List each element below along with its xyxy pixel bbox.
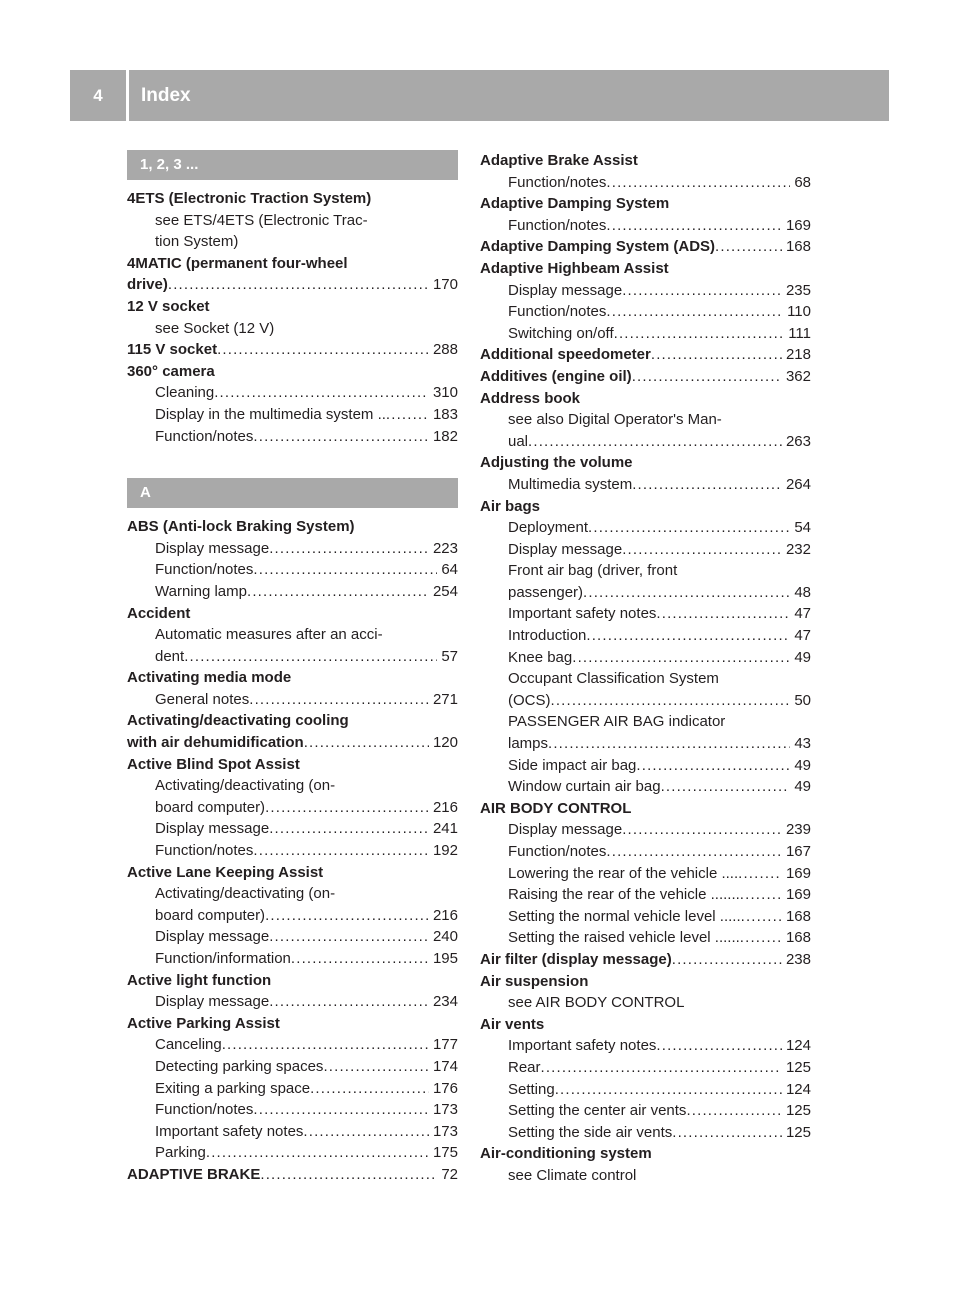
index-subentry[interactable] (480, 582, 811, 604)
page-reference[interactable]: 216 (432, 906, 458, 924)
index-subentry[interactable] (480, 647, 811, 669)
page-reference[interactable]: 254 (432, 582, 458, 600)
index-subentry[interactable] (480, 280, 811, 302)
index-subentry[interactable] (127, 818, 458, 840)
index-subentry[interactable] (480, 755, 811, 777)
leader-dots (622, 280, 782, 302)
section-heading: 1, 2, 3 ... (127, 150, 458, 180)
index-entry-heading: Air bags (480, 497, 541, 515)
index-subentry[interactable] (480, 906, 811, 928)
leader-dots (551, 690, 791, 712)
index-subentry[interactable] (480, 863, 811, 885)
entry-label: Display message (155, 539, 270, 557)
entry-label: Cleaning (155, 384, 215, 402)
index-subentry[interactable] (480, 517, 811, 539)
index-entry[interactable] (480, 366, 811, 388)
index-entry-heading: Active Blind Spot Assist (127, 755, 300, 773)
leader-dots (555, 1079, 782, 1101)
page-reference[interactable]: 49 (794, 648, 811, 666)
entry-label: Function/notes (508, 843, 607, 860)
index-subentry[interactable] (480, 1057, 811, 1079)
leader-dots (588, 517, 790, 539)
page-reference[interactable]: 64 (441, 561, 458, 579)
entry-label: Function/notes (155, 561, 254, 579)
leader-dots (386, 404, 429, 426)
index-entry-heading: 360° camera (127, 362, 215, 380)
entry-label: lamps (508, 735, 549, 753)
page-reference[interactable]: 169 (785, 864, 811, 882)
page-reference[interactable]: 173 (432, 1101, 458, 1119)
page-reference[interactable]: 175 (432, 1144, 458, 1162)
index-entry-heading: Adaptive Brake Assist (480, 152, 638, 169)
page-title: Index (141, 85, 191, 106)
page-reference[interactable]: 238 (785, 950, 811, 968)
entry-label: Switching on/off (508, 324, 614, 342)
leader-dots (715, 236, 782, 258)
index-subentry[interactable] (127, 559, 458, 581)
entry-label: dent (155, 647, 185, 665)
index-entry-heading: Active Lane Keeping Assist (127, 863, 324, 881)
index-column-left (127, 150, 458, 1186)
page-reference[interactable]: 288 (432, 341, 458, 359)
index-subentry[interactable] (127, 905, 458, 927)
index-entry-text: see also Digital Operator's Man- (508, 411, 722, 429)
leader-dots (528, 431, 782, 453)
index-entry-heading: Active Parking Assist (127, 1014, 280, 1032)
index-subentry[interactable] (127, 1121, 458, 1143)
leader-dots (661, 776, 791, 798)
section-heading: A (127, 478, 458, 508)
entry-label: Function/notes (508, 173, 607, 191)
leader-dots (656, 603, 790, 625)
page-reference[interactable]: 271 (432, 690, 458, 708)
index-subentry[interactable] (480, 431, 811, 453)
page-reference[interactable]: 264 (785, 475, 811, 493)
index-subentry[interactable] (127, 991, 458, 1013)
page-reference[interactable]: 232 (785, 540, 811, 558)
entry-label: Function/notes (155, 427, 254, 445)
index-subentry[interactable] (480, 603, 811, 625)
index-subentry[interactable] (480, 1100, 811, 1122)
leader-dots (249, 689, 429, 711)
index-entry[interactable] (480, 236, 811, 258)
page-reference[interactable]: 125 (785, 1123, 811, 1141)
index-subentry[interactable] (127, 797, 458, 819)
index-subentry[interactable] (480, 1035, 811, 1057)
entry-label: Knee bag (508, 648, 573, 666)
leader-dots (606, 172, 790, 194)
entry-label: Setting the side air vents (508, 1123, 673, 1141)
leader-dots (740, 884, 782, 906)
page-reference[interactable]: 223 (432, 539, 458, 557)
leader-dots (606, 841, 782, 863)
entry-label: Deployment (508, 519, 589, 537)
index-subentry[interactable] (480, 474, 811, 496)
entry-label: Multimedia system (508, 475, 633, 493)
index-subentry[interactable] (480, 625, 811, 647)
entry-label: Important safety notes (508, 605, 657, 623)
page-reference[interactable]: 47 (794, 605, 811, 623)
page-reference[interactable]: 110 (787, 303, 811, 321)
index-entry-heading: Air-conditioning system (480, 1145, 652, 1163)
leader-dots (583, 582, 790, 604)
entry-label: Exiting a parking space (155, 1079, 311, 1097)
leader-dots (269, 926, 429, 948)
leader-dots (672, 1122, 782, 1144)
entry-label: Rear (508, 1058, 541, 1076)
index-subentry[interactable] (480, 1079, 811, 1101)
index-subentry[interactable] (127, 1099, 458, 1121)
page-reference[interactable]: 68 (794, 173, 811, 191)
index-entry-heading: Active light function (127, 971, 272, 989)
index-subentry[interactable] (480, 841, 811, 863)
entry-label: Important safety notes (508, 1037, 657, 1055)
leader-dots (269, 538, 429, 560)
entry-label: Function/notes (155, 1101, 254, 1119)
leader-dots (622, 819, 782, 841)
leader-dots (632, 474, 782, 496)
index-entry-text: Occupant Classification System (508, 670, 719, 688)
index-subentry[interactable] (127, 948, 458, 970)
page-reference[interactable]: 124 (785, 1037, 811, 1055)
page-reference[interactable]: 362 (785, 367, 811, 385)
entry-label: Setting the normal vehicle level ..... (508, 907, 741, 925)
leader-dots (214, 382, 429, 404)
leader-dots (168, 274, 429, 296)
page-reference[interactable]: 49 (794, 778, 811, 796)
page-header (70, 70, 889, 121)
page-reference[interactable]: 240 (432, 928, 458, 946)
index-entry[interactable] (127, 732, 458, 754)
page-reference[interactable]: 54 (794, 519, 811, 537)
index-entry-heading: Adaptive Damping System (480, 195, 670, 213)
index-entry[interactable] (480, 949, 811, 971)
page-reference[interactable]: 192 (432, 842, 458, 860)
leader-dots (253, 559, 437, 581)
index-subentry[interactable] (127, 926, 458, 948)
index-entry-heading: Air suspension (480, 972, 589, 990)
leader-dots (206, 1142, 429, 1164)
page-reference[interactable]: 241 (432, 820, 458, 838)
index-entry-heading: 12 V socket (127, 297, 210, 315)
page-reference[interactable]: 195 (432, 950, 458, 967)
leader-dots (572, 647, 790, 669)
leader-dots (636, 755, 790, 777)
entry-label: Display message (155, 928, 270, 946)
entry-label: Lowering the rear of the vehicle .... (508, 864, 739, 882)
entry-label: passenger) (508, 583, 584, 601)
leader-dots (740, 927, 782, 949)
page-reference[interactable]: 50 (794, 691, 811, 709)
leader-dots (541, 1057, 782, 1079)
page-reference[interactable]: 169 (785, 886, 811, 904)
entry-label: with air dehumidification (127, 734, 304, 752)
index-entry-text: tion System) (155, 233, 239, 251)
entry-label: Canceling (155, 1036, 222, 1054)
index-entry-heading: Adaptive Highbeam Assist (480, 259, 669, 277)
leader-dots (260, 1164, 437, 1186)
index-entry-heading: AIR BODY CONTROL (480, 799, 632, 817)
index-entry-heading: Activating/deactivating cooling (127, 712, 349, 730)
index-subentry[interactable] (127, 426, 458, 448)
leader-dots (253, 1099, 429, 1121)
entry-label: Display message (155, 993, 270, 1011)
page-reference[interactable]: 47 (794, 627, 811, 645)
page-reference[interactable]: 120 (432, 734, 458, 752)
index-entry-heading: ABS (Anti-lock Braking System) (127, 518, 355, 536)
index-entry-heading: 4MATIC (permanent four-wheel (127, 254, 348, 272)
leader-dots (741, 906, 782, 928)
entry-label: Display message (508, 540, 623, 558)
entry-label: Setting (508, 1080, 555, 1098)
page-reference[interactable]: 111 (788, 324, 811, 342)
page-reference[interactable]: 239 (785, 821, 811, 839)
page-reference[interactable]: 177 (432, 1036, 458, 1054)
index-subentry[interactable] (127, 840, 458, 862)
entry-label: Raising the rear of the vehicle ....... (508, 886, 740, 904)
page-reference[interactable]: 168 (785, 907, 811, 925)
section-gap (127, 447, 458, 478)
entry-label: Function/notes (508, 216, 607, 234)
entry-label: Window curtain air bag (508, 778, 661, 796)
leader-dots (310, 1078, 429, 1100)
index-subentry[interactable] (127, 1078, 458, 1100)
page-reference[interactable]: 235 (785, 281, 811, 299)
index-subentry[interactable] (127, 1056, 458, 1078)
page-reference[interactable]: 49 (794, 756, 811, 774)
leader-dots (304, 732, 429, 754)
index-subentry[interactable] (480, 884, 811, 906)
entry-label: Function/information (155, 950, 291, 967)
entry-label: Display in the multimedia system .. (155, 405, 386, 423)
leader-dots (184, 646, 437, 668)
index-entry[interactable] (127, 339, 458, 361)
index-subentry[interactable] (127, 1142, 458, 1164)
entry-label: Parking (155, 1144, 206, 1162)
entry-label: Introduction (508, 627, 587, 645)
index-subentry[interactable] (480, 323, 811, 345)
index-entry-text: Front air bag (driver, front (508, 562, 678, 580)
leader-dots (253, 840, 429, 862)
leader-dots (586, 625, 790, 647)
index-subentry[interactable] (480, 776, 811, 798)
entry-label: Setting the center air vents (508, 1102, 687, 1120)
entry-label: Air filter (display message) (480, 950, 672, 968)
index-subentry[interactable] (127, 1034, 458, 1056)
page-reference[interactable]: 168 (785, 929, 811, 947)
page-number: 4 (93, 86, 103, 105)
header-divider (126, 70, 129, 121)
page-reference[interactable]: 310 (432, 384, 458, 402)
page-reference[interactable]: 168 (785, 238, 811, 256)
page-reference[interactable]: 167 (785, 843, 811, 860)
entry-label: Adaptive Damping System (ADS) (480, 238, 716, 256)
page-reference[interactable]: 263 (785, 432, 811, 450)
entry-label: Display message (508, 821, 623, 839)
leader-dots (217, 339, 429, 361)
entry-label: Display message (508, 281, 623, 299)
index-entry-text: Activating/deactivating (on- (155, 777, 336, 795)
index-entry[interactable] (127, 274, 458, 296)
index-entry-heading: Air vents (480, 1015, 545, 1033)
leader-dots (622, 539, 782, 561)
index-entry[interactable] (480, 344, 811, 366)
leader-dots (253, 426, 429, 448)
entry-label: Warning lamp (155, 582, 247, 600)
leader-dots (222, 1034, 429, 1056)
index-subentry[interactable] (480, 215, 811, 237)
index-entry-text: Activating/deactivating (on- (155, 885, 336, 903)
index-subentry[interactable] (480, 1122, 811, 1144)
leader-dots (291, 948, 429, 970)
index-entry-text: see AIR BODY CONTROL (508, 994, 685, 1012)
page-reference[interactable]: 169 (785, 216, 811, 234)
page-reference[interactable]: 173 (432, 1122, 458, 1140)
leader-dots (686, 1100, 782, 1122)
index-subentry[interactable] (480, 927, 811, 949)
index-entry-heading: 4ETS (Electronic Traction System) (127, 190, 372, 207)
page-reference[interactable]: 170 (432, 276, 458, 294)
page-reference[interactable]: 43 (794, 735, 811, 753)
entry-label: ual (508, 432, 529, 450)
entry-label: Additives (engine oil) (480, 367, 632, 385)
entry-label: Additional speedometer (480, 346, 651, 364)
page-reference[interactable]: 125 (785, 1058, 811, 1076)
index-subentry[interactable] (480, 301, 811, 323)
index-subentry[interactable] (127, 382, 458, 404)
page-reference[interactable]: 125 (785, 1102, 811, 1120)
index-subentry[interactable] (480, 819, 811, 841)
index-entry-text: see ETS/4ETS (Electronic Trac- (155, 211, 368, 229)
leader-dots (651, 344, 782, 366)
page-reference[interactable]: 216 (432, 798, 458, 816)
entry-label: Function/notes (508, 303, 607, 321)
page-reference[interactable]: 72 (441, 1165, 458, 1183)
index-subentry[interactable] (480, 172, 811, 194)
leader-dots (672, 949, 782, 971)
index-subentry[interactable] (127, 581, 458, 603)
index-subentry[interactable] (127, 646, 458, 668)
index-subentry[interactable] (480, 539, 811, 561)
index-subentry[interactable] (127, 404, 458, 426)
page-reference[interactable]: 218 (785, 346, 811, 364)
leader-dots (606, 215, 782, 237)
leader-dots (323, 1056, 429, 1078)
page-reference[interactable]: 183 (432, 405, 458, 423)
page-reference[interactable]: 176 (432, 1079, 458, 1097)
entry-label: Side impact air bag (508, 756, 637, 774)
entry-label: drive) (127, 276, 168, 294)
leader-dots (738, 863, 782, 885)
page-reference[interactable]: 124 (785, 1080, 811, 1098)
leader-dots (303, 1121, 429, 1143)
page-reference[interactable]: 182 (432, 427, 458, 445)
index-entry-heading: Accident (127, 604, 191, 622)
leader-dots (548, 733, 790, 755)
leader-dots (269, 991, 429, 1013)
leader-dots (265, 797, 429, 819)
entry-label: Setting the raised vehicle level ...... (508, 929, 740, 947)
index-entry-text: PASSENGER AIR BAG indicator (508, 713, 726, 731)
entry-label: ADAPTIVE BRAKE (127, 1165, 261, 1183)
entry-label: board computer) (155, 906, 266, 924)
entry-label: Detecting parking spaces (155, 1057, 324, 1075)
leader-dots (265, 905, 429, 927)
index-subentry[interactable] (127, 689, 458, 711)
entry-label: General notes (155, 690, 250, 708)
leader-dots (606, 301, 783, 323)
index-subentry[interactable] (127, 538, 458, 560)
entry-label: board computer) (155, 798, 266, 816)
page-reference[interactable]: 57 (441, 647, 458, 665)
leader-dots (247, 581, 429, 603)
leader-dots (269, 818, 429, 840)
entry-label: (OCS) (508, 691, 551, 709)
index-entry-text: Automatic measures after an acci- (155, 626, 383, 644)
index-entry-heading: Adjusting the volume (480, 454, 633, 472)
index-column-right (480, 150, 811, 1187)
entry-label: Important safety notes (155, 1122, 304, 1140)
entry-label: Function/notes (155, 842, 254, 860)
index-subentry[interactable] (480, 690, 811, 712)
leader-dots (632, 366, 782, 388)
index-subentry[interactable] (480, 733, 811, 755)
entry-label: 115 V socket (127, 341, 218, 359)
index-entry[interactable] (127, 1164, 458, 1186)
index-entry-text: see Climate control (508, 1166, 637, 1184)
page-reference[interactable]: 48 (794, 583, 811, 601)
page-reference[interactable]: 234 (432, 993, 458, 1011)
entry-label: Display message (155, 820, 270, 838)
index-entry-heading: Address book (480, 389, 581, 407)
page-reference[interactable]: 174 (432, 1057, 458, 1075)
index-entry-heading: Activating media mode (127, 669, 292, 687)
index-entry-text: see Socket (12 V) (155, 319, 275, 337)
leader-dots (656, 1035, 782, 1057)
leader-dots (614, 323, 785, 345)
